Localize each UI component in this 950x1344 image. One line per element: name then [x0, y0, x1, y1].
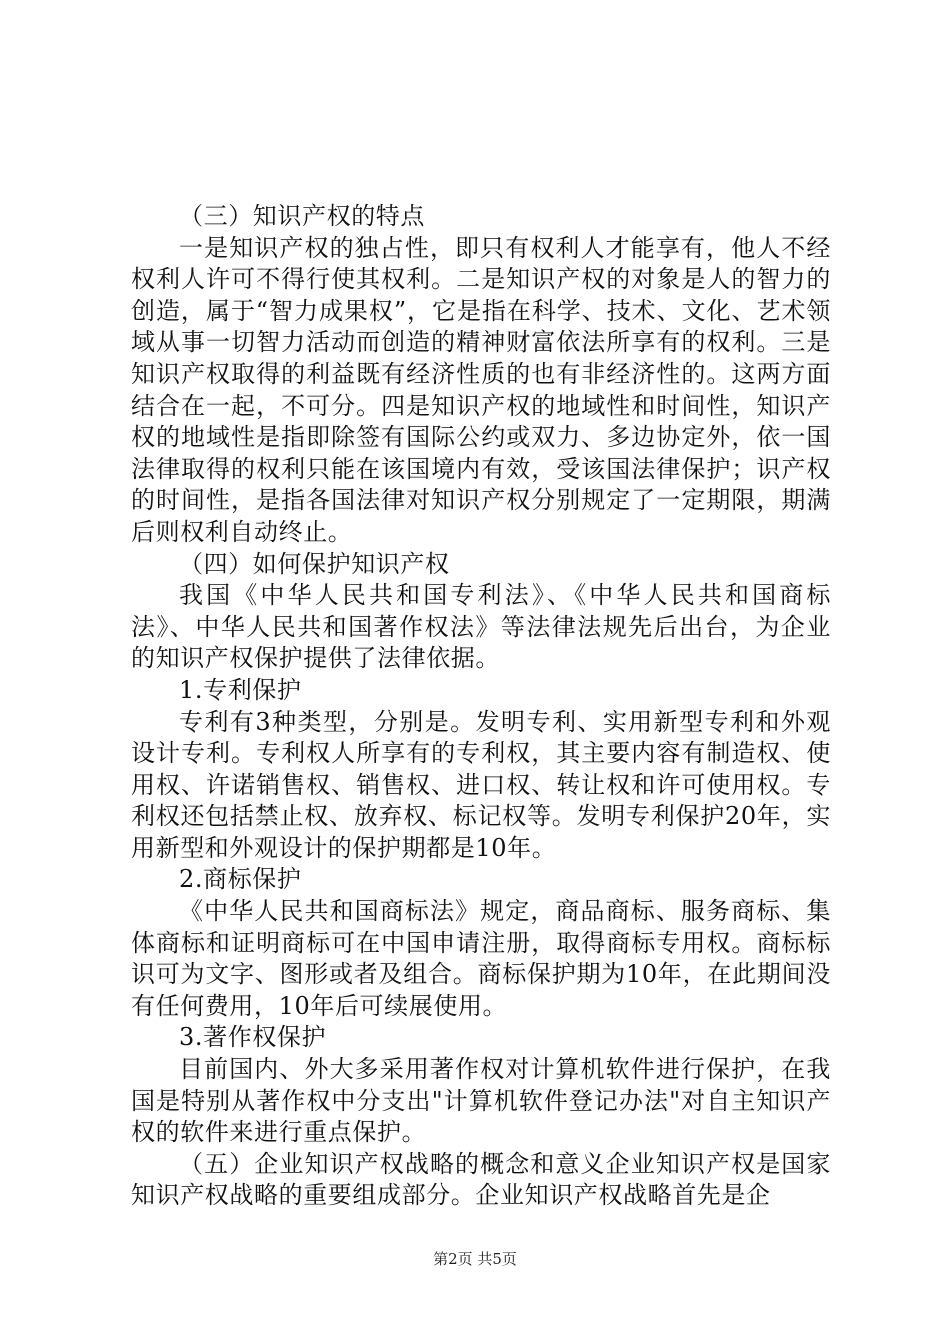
- page-number-footer: 第2页 共5页: [433, 1250, 517, 1268]
- paragraph-strategy: （五）企业知识产权战略的概念和意义企业知识产权是国家知识产权战略的重要组成部分。企业知识产权战略首先是企: [131, 1149, 831, 1210]
- paragraph-characteristics: 一是知识产权的独占性，即只有权利人才能享有，他人不经权利人许可不得行使其权利。二是知识产权的对象是人的智力的创造，属于“智力成果权”，它是指在科学、技术、文化、艺术领域从事一切智力活动而创造的精神财富依法所享有的权利。三是知识产权取得的利益既有经济性质的也有非经济性的。这两方面结合在一起，不可分。四是知识产权的地域性和时间性，知识产权的地域性是指即除签有国际公约或双力、多边协定外，依一国法律取得的权利只能在该国境内有效，受该国法律保护；识产权的时间性，是指各国法律对知识产权分别规定了一定期限，期满后则权利自动终止。: [131, 233, 831, 546]
- subheading-patent: 1.专利保护: [179, 675, 302, 704]
- document-body: [131, 201, 831, 1212]
- paragraph-patent: 专利有3种类型，分别是。发明专利、实用新型专利和外观设计专利。专利权人所享有的专利权，其主要内容有制造权、使用权、许诺销售权、销售权、进口权、转让权和许可使用权。专利权还包括禁止权、放弃权、标记权等。发明专利保护20年，实用新型和外观设计的保护期都是10年。: [131, 707, 831, 862]
- paragraph-trademark: 《中华人民共和国商标法》规定，商品商标、服务商标、集体商标和证明商标可在中国申请注册，取得商标专用权。商标标识可为文字、图形或者及组合。商标保护期为10年，在此期间没有任何费用，10年后可续展使用。: [131, 897, 831, 1020]
- section-heading-protection: （四）如何保护知识产权: [179, 549, 450, 578]
- section-heading-characteristics: （三）知识产权的特点: [179, 202, 425, 230]
- subheading-trademark: 2.商标保护: [179, 865, 302, 894]
- subheading-copyright: 3.著作权保护: [179, 1023, 327, 1052]
- paragraph-copyright: 目前国内、外大多采用著作权对计算机软件进行保护，在我国是特别从著作权中分支出"计算机软件登记办法"对自主知识产权的软件来进行重点保护。: [131, 1055, 831, 1147]
- paragraph-legal-basis: 我国《中华人民共和国专利法》、《中华人民共和国商标法》、中华人民共和国著作权法》等法律法规先后出台，为企业的知识产权保护提供了法律依据。: [131, 581, 831, 673]
